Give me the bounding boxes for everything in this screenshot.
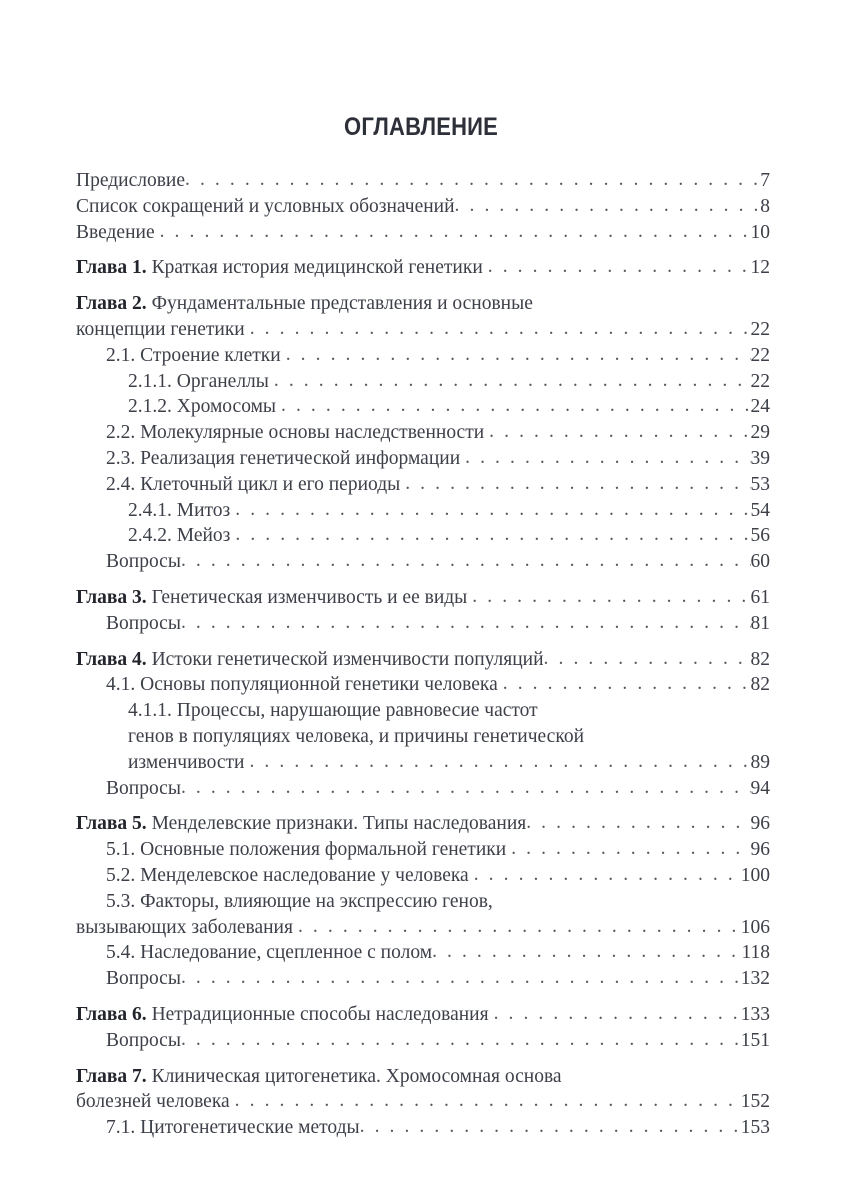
toc-entry-row [76, 1089, 770, 1115]
dot-leader [405, 471, 750, 497]
toc-entry[interactable] [76, 672, 770, 698]
toc-entry[interactable] [76, 647, 770, 673]
toc-entry-label [76, 255, 483, 281]
toc-entry-row [128, 394, 770, 420]
toc-entry[interactable] [76, 940, 770, 966]
toc-entry[interactable] [76, 343, 770, 369]
toc-entry-row [106, 672, 770, 698]
toc-entry-label [106, 940, 432, 966]
toc-entry[interactable] [76, 317, 770, 343]
toc-entry-text: Вопросы [106, 1029, 181, 1051]
page-number: 89 [750, 751, 770, 773]
toc-entry-text: Введение [76, 221, 155, 243]
toc-entry-text: Вопросы [106, 551, 181, 573]
toc-entry-label [106, 672, 498, 698]
page-number: 61 [750, 586, 770, 608]
toc-entry-row [106, 343, 770, 369]
page-number: 53 [750, 473, 770, 495]
toc-entry-row [106, 889, 770, 915]
toc-entry-label [106, 549, 181, 575]
toc-entry-text: 2.1.1. Органеллы [128, 370, 269, 392]
toc-entry-label [106, 343, 281, 369]
toc-entry-label [106, 776, 181, 802]
toc-entry-label [76, 1002, 489, 1028]
dot-leader [181, 965, 741, 991]
toc-entry-row [128, 750, 770, 776]
dot-leader [181, 1027, 741, 1053]
page-number: 100 [740, 864, 770, 886]
toc-entry-text: Краткая история медицинской генетики [146, 257, 483, 279]
page-number: 12 [750, 257, 770, 279]
toc-entry-text: концепции генетики [76, 318, 245, 340]
dot-leader [249, 749, 750, 775]
chapter-number: Глава 2. [76, 293, 147, 315]
dot-leader [503, 671, 751, 697]
toc-entry-label [128, 498, 230, 524]
toc-entry[interactable] [76, 291, 770, 317]
toc-entry-label [76, 220, 155, 246]
page-number: 39 [750, 447, 770, 469]
toc-entry[interactable] [76, 446, 770, 472]
toc-entry-row [106, 776, 770, 802]
dot-leader [455, 193, 760, 219]
page-number: 8 [760, 195, 770, 217]
toc-entry-row [128, 369, 770, 395]
toc-entry-label [106, 1115, 360, 1141]
toc-entry-row [106, 446, 770, 472]
toc-entry-label [128, 394, 276, 420]
toc-entry-row [76, 1064, 770, 1090]
toc-entry-text: изменчивости [128, 751, 245, 773]
toc-entry-label [128, 698, 538, 724]
chapter-number: Глава 6. [76, 1003, 147, 1025]
toc-entry[interactable] [76, 1115, 770, 1141]
toc-entry-list [76, 168, 770, 1141]
toc-entry-label [76, 194, 455, 220]
toc-entry-text: 5.4. Наследование, сцепленное с полом [106, 942, 433, 964]
toc-entry-row [106, 1028, 770, 1054]
page-number: 22 [750, 370, 770, 392]
dot-leader [160, 219, 751, 245]
toc-entry[interactable] [76, 194, 770, 220]
page-number: 54 [750, 499, 770, 521]
toc-entry-text: Вопросы [106, 968, 181, 990]
chapter-number: Глава 7. [76, 1065, 147, 1087]
toc-entry-text: 4.1.1. Процессы, нарушающие равновесие частот [128, 700, 538, 722]
dot-leader [185, 167, 760, 193]
page-number: 24 [750, 396, 770, 418]
toc-entry-text: Вопросы [106, 612, 181, 634]
dot-leader [472, 584, 750, 610]
toc-entry-label [106, 863, 469, 889]
toc-entry[interactable] [76, 523, 770, 549]
toc-entry-label [106, 1028, 181, 1054]
toc-entry-label [76, 291, 533, 317]
toc-entry-row [76, 585, 770, 611]
toc-entry[interactable] [76, 889, 770, 915]
dot-leader [181, 610, 751, 636]
toc-entry[interactable] [76, 966, 770, 992]
toc-entry-row [76, 915, 770, 941]
toc-entry[interactable] [76, 863, 770, 889]
toc-entry-label [128, 369, 269, 395]
page-number: 153 [740, 1117, 770, 1139]
toc-entry-text: 2.3. Реализация генетической информации [106, 447, 461, 469]
page-number: 152 [740, 1091, 770, 1113]
page-number: 151 [740, 1029, 770, 1051]
page-number: 133 [740, 1003, 770, 1025]
toc-entry-label [128, 523, 230, 549]
toc-entry[interactable] [76, 1028, 770, 1054]
toc-entry-row [128, 724, 770, 750]
toc-entry-text: 2.4.2. Мейоз [128, 525, 231, 547]
page-number: 82 [750, 674, 770, 696]
dot-leader [181, 548, 751, 574]
toc-entry-row [76, 811, 770, 837]
toc-entry-label [76, 1064, 562, 1090]
toc-entry-label [106, 889, 493, 915]
toc-entry-label [76, 915, 293, 941]
toc-entry-text: Генетическая изменчивость и ее виды [146, 586, 468, 608]
toc-entry[interactable] [76, 724, 770, 750]
toc-entry-label [128, 724, 584, 750]
toc-entry[interactable] [76, 611, 770, 637]
dot-leader [488, 254, 751, 280]
toc-entry[interactable] [76, 168, 770, 194]
toc-entry-text: Менделевские признаки. Типы наследования [146, 813, 527, 835]
dot-leader [281, 393, 750, 419]
toc-entry-row [76, 220, 770, 246]
toc-entry-row [106, 611, 770, 637]
toc-entry-row [106, 549, 770, 575]
page-number: 7 [760, 170, 770, 191]
toc-entry-row [106, 1115, 770, 1141]
dot-leader [235, 522, 750, 548]
toc-entry-text: 2.4. Клеточный цикл и его периоды [106, 473, 401, 495]
toc-entry-label [106, 837, 506, 863]
toc-entry-row [76, 317, 770, 343]
toc-entry-text: 2.1. Строение клетки [106, 344, 281, 366]
toc-entry[interactable] [76, 750, 770, 776]
toc-entry-row [76, 255, 770, 281]
dot-leader [489, 419, 750, 445]
dot-leader [274, 368, 751, 394]
dot-leader [465, 445, 750, 471]
toc-entry-row [76, 1002, 770, 1028]
toc-entry-label [106, 420, 484, 446]
dot-leader [544, 646, 751, 672]
toc-entry-row [128, 498, 770, 524]
toc-entry-text: 4.1. Основы популяционной генетики человека [106, 674, 498, 696]
toc-entry-text: Вопросы [106, 777, 181, 799]
toc-entry[interactable] [76, 549, 770, 575]
toc-entry-text: 5.3. Факторы, влияющие на экспрессию генов, [106, 890, 493, 912]
toc-entry-text: Истоки генетической изменчивости популяций [146, 648, 544, 670]
toc-entry[interactable] [76, 837, 770, 863]
toc-entry-label [76, 585, 467, 611]
dot-leader [474, 862, 741, 888]
toc-entry[interactable] [76, 915, 770, 941]
toc-entry-label [128, 750, 244, 776]
dot-leader [250, 316, 751, 342]
page-number: 106 [740, 916, 770, 938]
toc-entry-text: Фундаментальные представления и основные [146, 293, 533, 315]
page-title: ОГЛАВЛЕНИЕ [344, 113, 498, 141]
toc-entry-row [128, 523, 770, 549]
toc-entry[interactable] [76, 394, 770, 420]
toc-entry-text: вызывающих заболевания [76, 916, 293, 938]
toc-entry-text: 2.2. Молекулярные основы наследственности [106, 422, 485, 444]
toc-entry-label [76, 168, 185, 194]
toc-entry-label [106, 472, 400, 498]
toc-entry-text: Нетрадиционные способы наследования [146, 1003, 489, 1025]
toc-entry-text: генов в популяциях человека, и причины генетической [128, 725, 585, 747]
chapter-number: Глава 3. [76, 586, 147, 608]
toc-entry-label [76, 811, 526, 837]
toc-entry-row [76, 194, 770, 220]
chapter-number: Глава 4. [76, 648, 147, 670]
toc-entry[interactable] [76, 1064, 770, 1090]
page-number: 22 [750, 318, 770, 340]
page-number: 22 [750, 344, 770, 366]
toc-entry[interactable] [76, 255, 770, 281]
page-number: 96 [750, 813, 770, 835]
dot-leader [286, 342, 751, 368]
page-number: 56 [750, 525, 770, 547]
chapter-number: Глава 5. [76, 813, 147, 835]
toc-entry-row [106, 966, 770, 992]
page-number: 60 [750, 551, 770, 573]
page-number: 29 [750, 422, 770, 444]
toc-entry-text: 2.4.1. Митоз [128, 499, 231, 521]
toc-entry-label [76, 1089, 230, 1115]
chapter-number: Глава 1. [76, 257, 147, 279]
toc-entry-row [106, 940, 770, 966]
toc-entry-row [106, 472, 770, 498]
page-number: 82 [750, 648, 770, 670]
page-number: 132 [740, 968, 770, 990]
toc-entry[interactable] [76, 472, 770, 498]
page-number: 10 [750, 221, 770, 243]
toc-entry-text: 2.1.2. Хромосомы [128, 396, 277, 418]
toc-entry[interactable] [76, 220, 770, 246]
dot-leader [511, 836, 750, 862]
toc-entry-row [76, 168, 770, 194]
toc-entry[interactable] [76, 585, 770, 611]
dot-leader [235, 1088, 741, 1114]
dot-leader [181, 775, 751, 801]
dot-leader [360, 1114, 741, 1140]
dot-leader [494, 1001, 741, 1027]
toc-entry-text: 7.1. Цитогенетические методы [106, 1117, 360, 1139]
toc-entry-text: Предисловие [76, 170, 186, 191]
toc-entry[interactable] [76, 420, 770, 446]
toc-entry[interactable] [76, 698, 770, 724]
toc-entry[interactable] [76, 811, 770, 837]
dot-leader [298, 914, 741, 940]
toc-entry[interactable] [76, 369, 770, 395]
page-number: 96 [750, 839, 770, 861]
toc-entry-text: Клиническая цитогенетика. Хромосомная основа [146, 1065, 562, 1087]
toc-entry-row [106, 837, 770, 863]
toc-entry-text: 5.2. Менделевское наследование у человека [106, 864, 469, 886]
toc-entry[interactable] [76, 1089, 770, 1115]
toc-entry[interactable] [76, 1002, 770, 1028]
toc-entry-text: болезней человека [76, 1091, 230, 1113]
toc-entry-text: 5.1. Основные положения формальной генетики [106, 839, 507, 861]
dot-leader [235, 497, 750, 523]
toc-entry-label [76, 647, 544, 673]
dot-leader [526, 810, 750, 836]
toc-entry[interactable] [76, 498, 770, 524]
page-number: 118 [741, 942, 770, 964]
toc-entry-row [76, 291, 770, 317]
toc-entry[interactable] [76, 776, 770, 802]
toc-entry-label [106, 966, 181, 992]
toc-entry-text: Список сокращений и условных обозначений [76, 195, 455, 217]
toc-entry-row [76, 647, 770, 673]
toc-entry-label [106, 611, 181, 637]
dot-leader [432, 939, 741, 965]
toc-entry-row [128, 698, 770, 724]
toc-entry-label [76, 317, 245, 343]
toc-entry-label [106, 446, 460, 472]
page-number: 81 [750, 612, 770, 634]
page-number: 94 [750, 777, 770, 799]
toc-entry-row [106, 863, 770, 889]
toc-entry-row [106, 420, 770, 446]
